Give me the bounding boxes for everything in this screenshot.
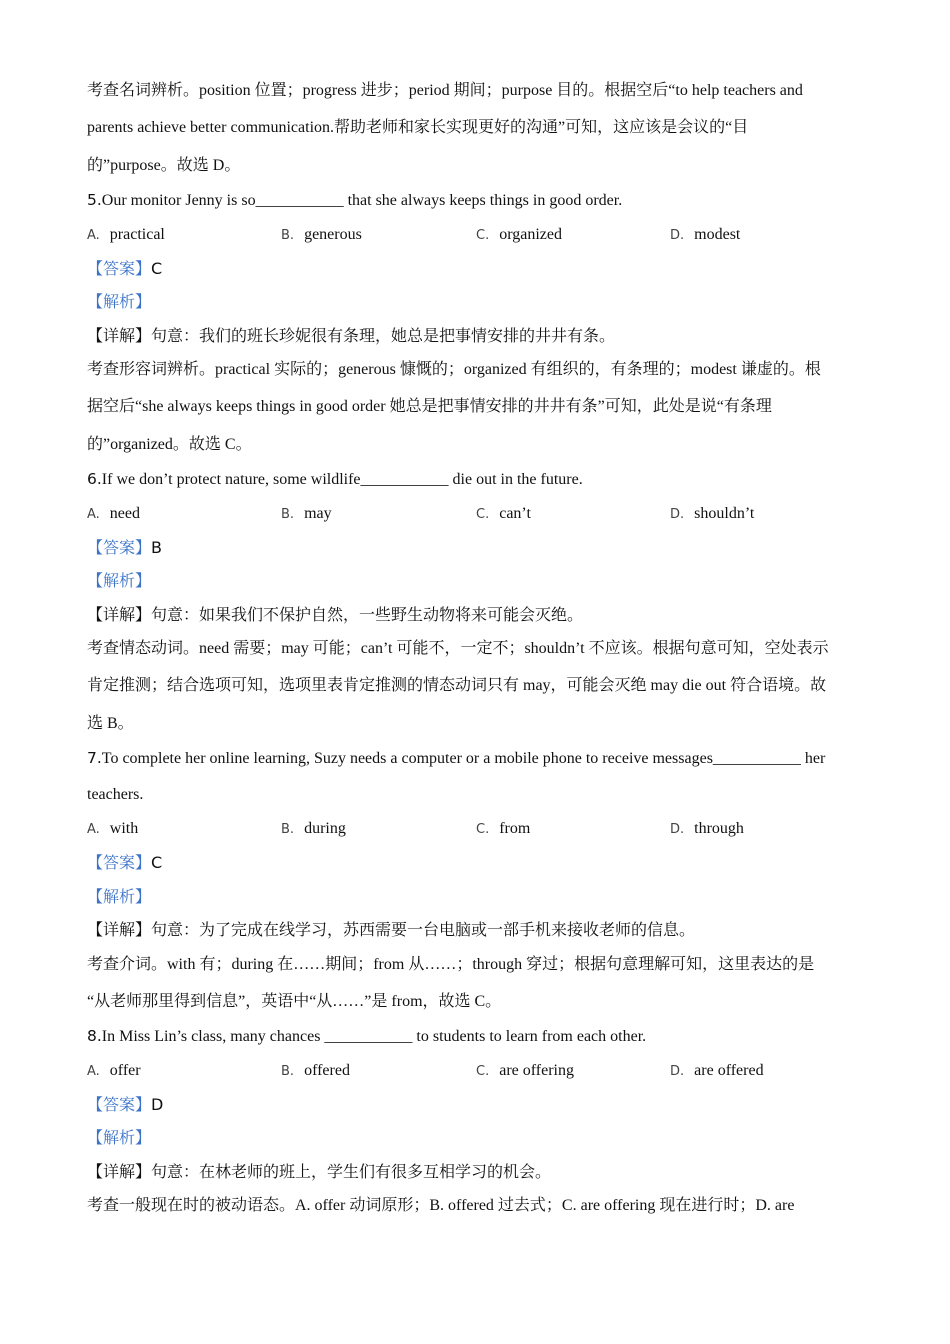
answer-value: C [151, 259, 163, 278]
answer-label: 【答案】 [87, 261, 152, 278]
question-5-detail [87, 327, 615, 347]
answer-label: 【答案】 [87, 855, 152, 872]
answer-value: C [151, 853, 163, 872]
question-6-explain-2: 肯定推测；结合选项可知，选项里表肯定推测的情态动词只有 may，可能会灭绝 may die out 符合语境。故 [87, 677, 827, 694]
detail-text: 句意：我们的班长珍妮很有条理，她总是把事情安排的井井有条。 [151, 328, 616, 345]
question-5-explain-2: 据空后“she always keeps things in good order 她总是把事情安排的井井有条”可知，此处是说“有条理 [87, 398, 772, 415]
option-b: B. generous [281, 226, 362, 243]
option-c: C. from [476, 820, 531, 837]
question-8-stem [87, 1026, 646, 1047]
question-7-analysis-label: 【解析】 [87, 889, 152, 906]
question-6-stem [87, 469, 583, 490]
question-text: In Miss Lin’s class, many chances ___________ to students to learn from each other. [101, 1028, 647, 1045]
option-a: A. offer [87, 1062, 141, 1079]
question-6-detail [87, 606, 583, 626]
detail-label: 【详解】 [87, 328, 152, 345]
detail-label: 【详解】 [87, 1164, 152, 1181]
option-d: D. through [670, 820, 744, 837]
question-7-explain-2: “从老师那里得到信息”，英语中“从……”是 from，故选 C。 [87, 993, 502, 1010]
option-a: A. with [87, 820, 139, 837]
question-6-explain-3: 选 B。 [87, 715, 134, 732]
detail-text: 句意：如果我们不保护自然，一些野生动物将来可能会灭绝。 [151, 607, 584, 624]
question-8-options [87, 1061, 867, 1081]
question-6-options [87, 504, 867, 524]
question-5-explain-3: 的”organized。故选 C。 [87, 436, 252, 453]
detail-text: 句意：为了完成在线学习，苏西需要一台电脑或一部手机来接收老师的信息。 [151, 922, 696, 939]
detail-label: 【详解】 [87, 922, 152, 939]
option-d: D. are offered [670, 1062, 764, 1079]
question-6-explain-1: 考查情态动词。need 需要；may 可能；can’t 可能不，一定不；shouldn’t 不应该。根据句意可知，空处表示 [87, 640, 829, 657]
question-text: To complete her online learning, Suzy needs a computer or a mobile phone to receive messages___________ her [101, 750, 826, 767]
question-text: Our monitor Jenny is so___________ that she always keeps things in good order. [101, 192, 623, 209]
option-c: C. are offering [476, 1062, 574, 1079]
option-a: A. practical [87, 226, 165, 243]
intro-line-2: parents achieve better communication.帮助老师和家长实现更好的沟通”可知，这应该是会议的“目 [87, 119, 749, 136]
question-number: 6. [87, 470, 102, 488]
question-5-options [87, 225, 867, 245]
question-text: If we don’t protect nature, some wildlife___________ die out in the future. [101, 471, 583, 488]
option-c: C. organized [476, 226, 563, 243]
question-7-options [87, 819, 867, 839]
question-number: 5. [87, 191, 102, 209]
question-8-explain-1: 考查一般现在时的被动语态。A. offer 动词原形；B. offered 过去式；C. are offering 现在进行时；D. are [87, 1197, 795, 1214]
answer-value: D [151, 1095, 164, 1114]
question-number: 8. [87, 1027, 102, 1045]
option-b: B. during [281, 820, 346, 837]
detail-label: 【详解】 [87, 607, 152, 624]
option-d: D. modest [670, 226, 741, 243]
question-7-stem [87, 748, 862, 769]
question-8-detail [87, 1163, 551, 1183]
question-5-explain-1: 考查形容词辨析。practical 实际的；generous 慷慨的；organized 有组织的，有条理的；modest 谦虚的。根 [87, 361, 821, 378]
answer-label: 【答案】 [87, 540, 152, 557]
question-7-answer [87, 853, 162, 874]
question-8-answer [87, 1095, 163, 1116]
option-d: D. shouldn’t [670, 505, 755, 522]
question-5-stem [87, 190, 622, 211]
option-b: B. may [281, 505, 332, 522]
question-6-answer [87, 538, 162, 559]
question-8-analysis-label: 【解析】 [87, 1130, 152, 1147]
question-5-answer [87, 259, 162, 280]
option-c: C. can’t [476, 505, 531, 522]
answer-label: 【答案】 [87, 1097, 152, 1114]
question-number: 7. [87, 749, 102, 767]
question-7-detail [87, 921, 695, 941]
option-b: B. offered [281, 1062, 350, 1079]
question-6-analysis-label: 【解析】 [87, 573, 152, 590]
intro-line-1: 考查名词辨析。position 位置；progress 进步；period 期间；purpose 目的。根据空后“to help teachers and [87, 82, 803, 99]
option-a: A. need [87, 505, 140, 522]
intro-line-3: 的”purpose。故选 D。 [87, 157, 241, 174]
question-5-analysis-label: 【解析】 [87, 294, 152, 311]
answer-value: B [151, 538, 162, 557]
question-7-stem-cont: teachers. [87, 786, 144, 803]
detail-text: 句意：在林老师的班上，学生们有很多互相学习的机会。 [151, 1164, 552, 1181]
question-7-explain-1: 考查介词。with 有；during 在……期间；from 从……；through 穿过；根据句意理解可知，这里表达的是 [87, 956, 815, 973]
